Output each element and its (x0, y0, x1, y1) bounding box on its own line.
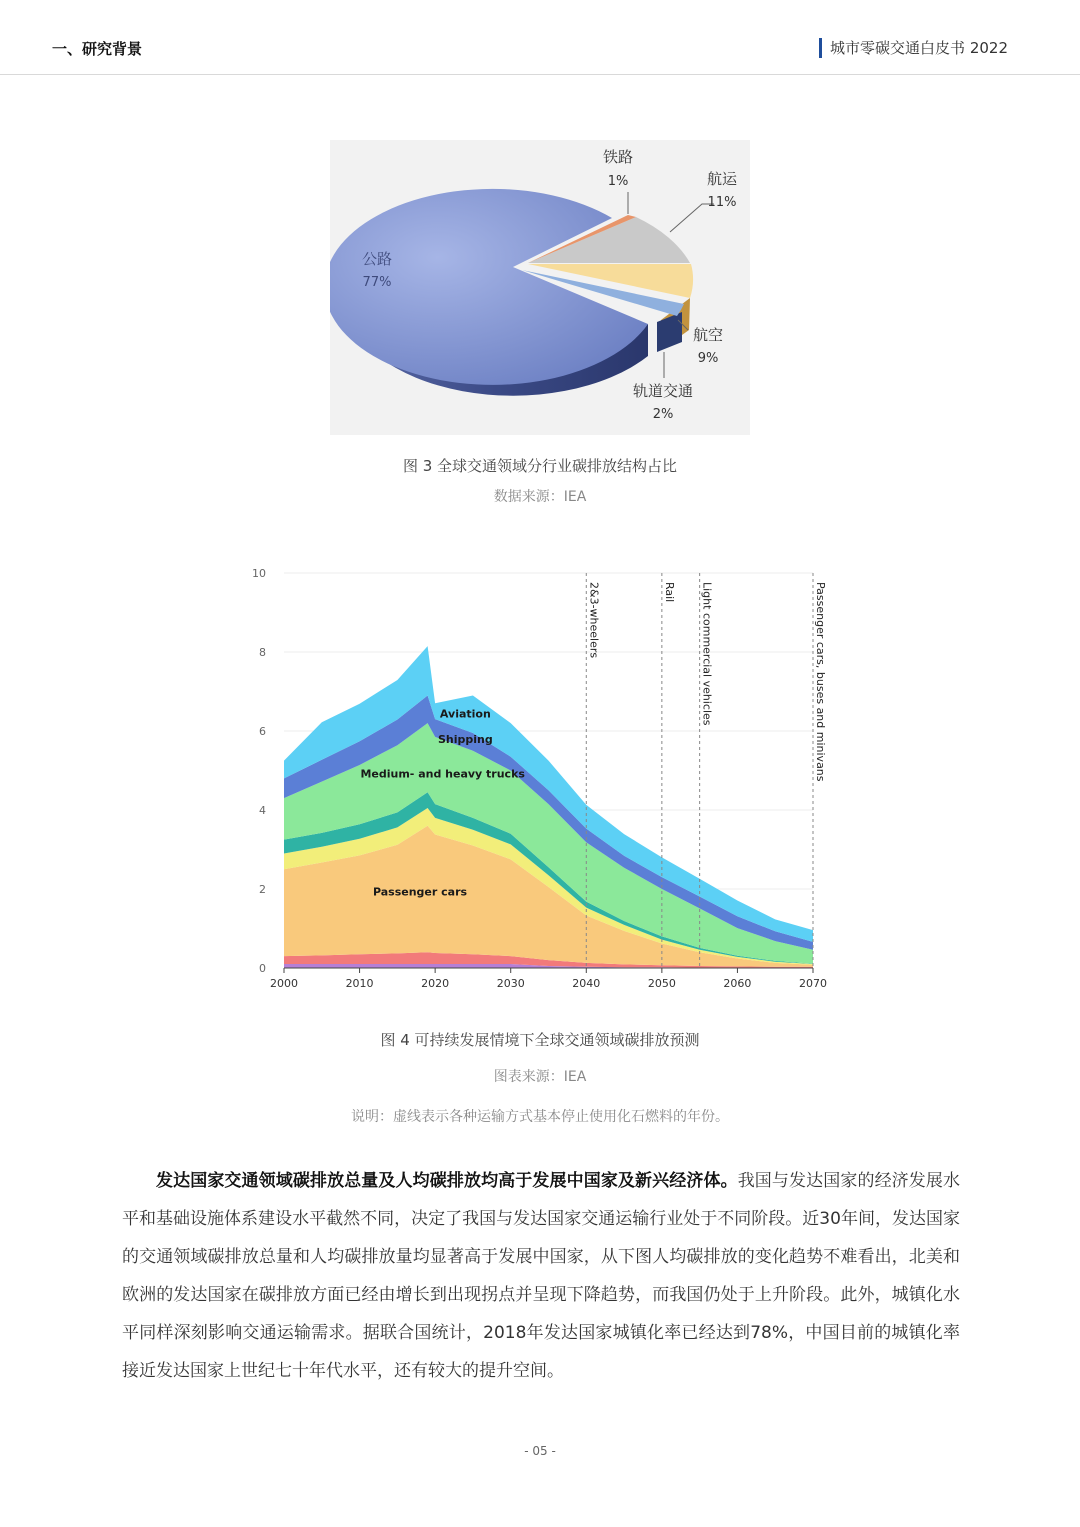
x-tick-label: 2050 (647, 977, 676, 990)
label-aviation-pct: 9% (697, 351, 719, 366)
y-tick-label: 0 (259, 962, 266, 975)
series-label: Medium- and heavy trucks (360, 767, 525, 781)
label-rail-pct: 1% (607, 174, 629, 189)
series-label: Passenger cars (372, 885, 468, 899)
y-tick-label: 4 (259, 804, 266, 817)
y-tick-label: 6 (259, 725, 266, 738)
label-aviation: 航空 (692, 326, 724, 344)
figure4-source: 图表来源：IEA (493, 1069, 587, 1085)
phaseout-label: Light commercial vehicles (700, 582, 714, 726)
series-label: Aviation (439, 707, 491, 721)
label-shipping: 航运 (706, 170, 738, 188)
x-tick-label: 2010 (345, 977, 374, 990)
document-title: 城市零碳交通白皮书 2022 (819, 38, 1008, 58)
figure3-source: 数据来源：IEA (493, 489, 587, 505)
label-rail: 铁路 (602, 148, 634, 166)
y-tick-label: 8 (259, 646, 266, 659)
y-tick-label: 10 (252, 567, 266, 580)
series-label: Shipping (437, 733, 493, 747)
x-tick-label: 2000 (270, 977, 298, 990)
y-tick-label: 2 (259, 883, 266, 896)
label-road: 公路 (361, 250, 393, 268)
page-header (0, 0, 1080, 75)
label-road-pct: 77% (362, 275, 392, 290)
label-shipping-pct: 11% (707, 195, 737, 210)
area-chart (230, 558, 855, 1005)
paragraph-lead: 发达国家交通领域碳排放总量及人均碳排放均高于发展中国家及新兴经济体。 (156, 1171, 738, 1191)
paragraph-text: 我国与发达国家的经济发展水平和基础设施体系建设水平截然不同，决定了我国与发达国家交通运输行业处于不同阶段。近30年间，发达国家的交通领域碳排放总量和人均碳排放量均显著高于发展中国家，从下图人均碳排放的变化趋势不难看出，北美和欧洲的发达国家在碳排放方面已经由增长到出现拐点并呈现下降趋势，而我国仍处于上升阶段。此外，城镇化水平同样深刻影响交通运输需求。据联合国统计，2018年发达国家城镇化率已经达到78%，中国目前的城镇化率接近发达国家上世纪七十年代水平，还有较大的提升空间。 (122, 1171, 961, 1381)
figure3-caption: 图 3 全球交通领域分行业碳排放结构占比 (402, 457, 678, 475)
section-title: 一、研究背景 (52, 40, 143, 58)
body-paragraph (122, 1162, 960, 1390)
x-tick-label: 2070 (799, 977, 827, 990)
page-number: - 05 - (524, 1444, 556, 1458)
figure4-caption: 图 4 可持续发展情境下全球交通领域碳排放预测 (380, 1031, 700, 1049)
x-tick-label: 2040 (572, 977, 601, 990)
label-transit: 轨道交通 (632, 382, 694, 400)
phaseout-label: 2&3-wheelers (587, 582, 601, 659)
x-tick-label: 2030 (496, 977, 525, 990)
figure4-note: 说明：虚线表示各种运输方式基本停止使用化石燃料的年份。 (351, 1109, 729, 1125)
x-tick-label: 2020 (421, 977, 450, 990)
phaseout-label: Rail (662, 582, 676, 603)
label-transit-pct: 2% (652, 407, 674, 422)
pie-chart (330, 140, 750, 435)
x-tick-label: 2060 (723, 977, 752, 990)
phaseout-label: Passenger cars, buses and minivans (814, 582, 827, 782)
